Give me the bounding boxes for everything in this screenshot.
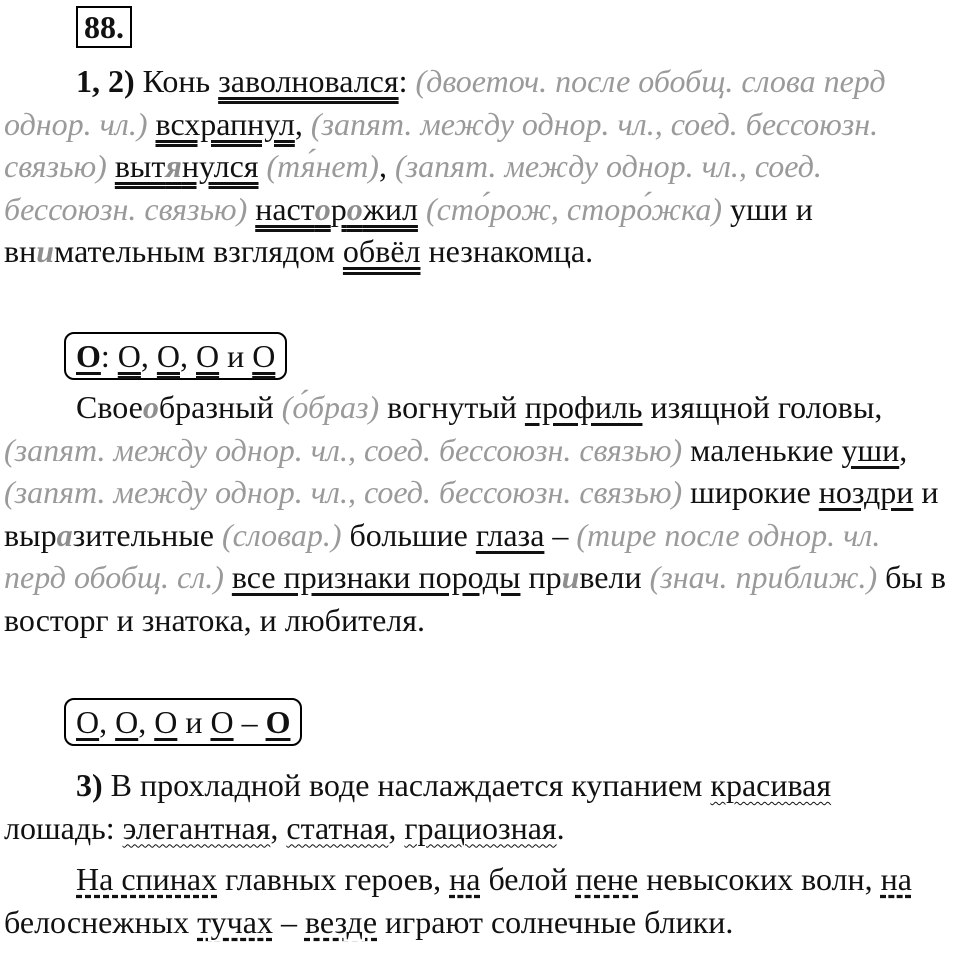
subject-2: уши bbox=[841, 431, 900, 468]
attribute-3: статная bbox=[286, 809, 389, 846]
scheme-member: О bbox=[210, 704, 234, 740]
word-bolshie: большие bbox=[349, 516, 468, 553]
word-belosnezhnyh: белоснежных bbox=[4, 903, 190, 940]
sentence-scheme-1 bbox=[64, 332, 287, 380]
adverbial-2: пене bbox=[575, 861, 639, 897]
subject-word: Конь bbox=[142, 63, 211, 99]
comma-mark: , bbox=[378, 148, 387, 185]
predicate-5: обвёл bbox=[342, 233, 421, 270]
adverbial-1: На спинах bbox=[76, 861, 218, 897]
sentence-ending: бы в восторг и знатока, и любителя. bbox=[4, 559, 947, 638]
word-neznakomca: незнакомца. bbox=[428, 233, 594, 270]
scheme-member: О bbox=[76, 704, 100, 740]
scheme-member: О bbox=[115, 704, 139, 740]
subject-3: ноздри bbox=[818, 474, 914, 511]
word-vyrazitelnye: и выразительные bbox=[4, 474, 939, 553]
task-marker-1-2: 1, 2) bbox=[76, 63, 135, 99]
general-adverbial: везде bbox=[304, 903, 378, 940]
comment-prefix: (знач. приближ.) bbox=[649, 559, 878, 596]
attribute-1: красивая bbox=[710, 767, 832, 803]
word-glavnyh-geroev: главных героев, bbox=[225, 861, 442, 897]
word-vnimatelnym: внимательным bbox=[4, 233, 206, 270]
scheme-member: О bbox=[156, 338, 180, 374]
paragraph-1 bbox=[4, 60, 949, 273]
exercise-number: 88. bbox=[76, 6, 132, 48]
scheme-conjunction: и bbox=[185, 704, 203, 740]
comment-dictionary: (словар.) bbox=[221, 516, 342, 553]
comma-mark: , bbox=[899, 431, 908, 468]
word-svoeobrazny: Своеобразный bbox=[76, 389, 274, 425]
comment-check-word-3: (о́браз) bbox=[281, 389, 380, 425]
attribute-2: элегантная bbox=[122, 809, 271, 846]
comment-comma-4: (запят. между однор. чл., соед. бессоюзн. связью) bbox=[4, 474, 683, 511]
comment-comma-1: (запят. между однор. чл., соед. бессоюзн. связью) bbox=[4, 105, 879, 185]
scheme-colon: : bbox=[100, 338, 110, 374]
word-golovy: изящной головы, bbox=[650, 389, 883, 425]
sentence-start: В прохладной воде наслаждается купанием bbox=[110, 767, 703, 803]
scheme-general-word: О bbox=[76, 338, 101, 374]
comment-comma-2: (запят. между однор. чл., соед. бессоюзн. связью) bbox=[4, 148, 822, 227]
scheme-general-word: О bbox=[265, 704, 291, 740]
word-malenkie: маленькие bbox=[690, 431, 834, 468]
comma-mark: , bbox=[388, 809, 397, 846]
comment-check-word-2: (сто́рож, сторо́жка) bbox=[425, 190, 722, 227]
predicate-4: насторожил bbox=[255, 190, 418, 227]
word-vzglyadom: взглядом bbox=[213, 233, 335, 270]
scheme-comma: , bbox=[138, 704, 147, 740]
scheme-member: О bbox=[196, 338, 220, 374]
word-loshad: лошадь: bbox=[4, 809, 115, 846]
paragraph-3 bbox=[4, 764, 949, 849]
dash-mark: – bbox=[552, 516, 569, 553]
subject-4: глаза bbox=[475, 516, 545, 553]
scheme-comma: , bbox=[180, 338, 188, 374]
adverbial-prep-2: на bbox=[880, 861, 912, 897]
comment-check-word-1: (тя́нет) bbox=[266, 148, 379, 185]
sentence-ending: играют солнечные блики. bbox=[385, 903, 734, 940]
scheme-member: О bbox=[252, 338, 276, 374]
word-shirokie: широкие bbox=[690, 474, 811, 511]
paragraph-4 bbox=[4, 858, 949, 943]
comma-mark: , bbox=[270, 809, 279, 846]
adverbial-prep-1: на bbox=[449, 861, 481, 897]
adverbial-3: тучах bbox=[197, 903, 273, 940]
word-vognuty: вогнутый bbox=[387, 389, 517, 425]
scheme-dash: – bbox=[241, 704, 258, 740]
paragraph-2 bbox=[4, 386, 949, 642]
comment-comma-3: (запят. между однор. чл., соед. бессоюзн. связью) bbox=[4, 431, 683, 468]
scheme-member: О bbox=[154, 704, 178, 740]
dash-mark: – bbox=[280, 903, 297, 940]
task-marker-3: 3) bbox=[76, 767, 103, 803]
scheme-comma: , bbox=[99, 704, 108, 740]
subject-1: профиль bbox=[524, 389, 643, 425]
predicate-3: вытянулся bbox=[114, 148, 259, 185]
sentence-scheme-2 bbox=[64, 698, 302, 746]
scheme-member: О bbox=[117, 338, 141, 374]
word-nevysokih-voln: невысоких волн, bbox=[646, 861, 873, 897]
colon-mark: : bbox=[398, 63, 408, 99]
predicate-2: всхрапнул bbox=[155, 105, 295, 142]
scheme-conjunction: и bbox=[227, 338, 245, 374]
scheme-comma: , bbox=[140, 338, 149, 374]
word-priveli: привели bbox=[528, 559, 642, 596]
word-beloy: белой bbox=[488, 861, 568, 897]
comment-dash: (тире после однор. чл. перд обобщ. сл.) bbox=[4, 516, 881, 596]
period-mark: . bbox=[556, 809, 565, 846]
predicate-1: заволновался bbox=[218, 63, 399, 99]
comment-colon: (двоеточ. после обобщ. слова перд однор. чл.) bbox=[4, 63, 886, 142]
attribute-4: грациозная bbox=[404, 809, 557, 846]
general-subject: все признаки породы bbox=[231, 559, 521, 596]
comma-mark: , bbox=[294, 105, 303, 142]
object-words: уши и bbox=[729, 190, 813, 227]
